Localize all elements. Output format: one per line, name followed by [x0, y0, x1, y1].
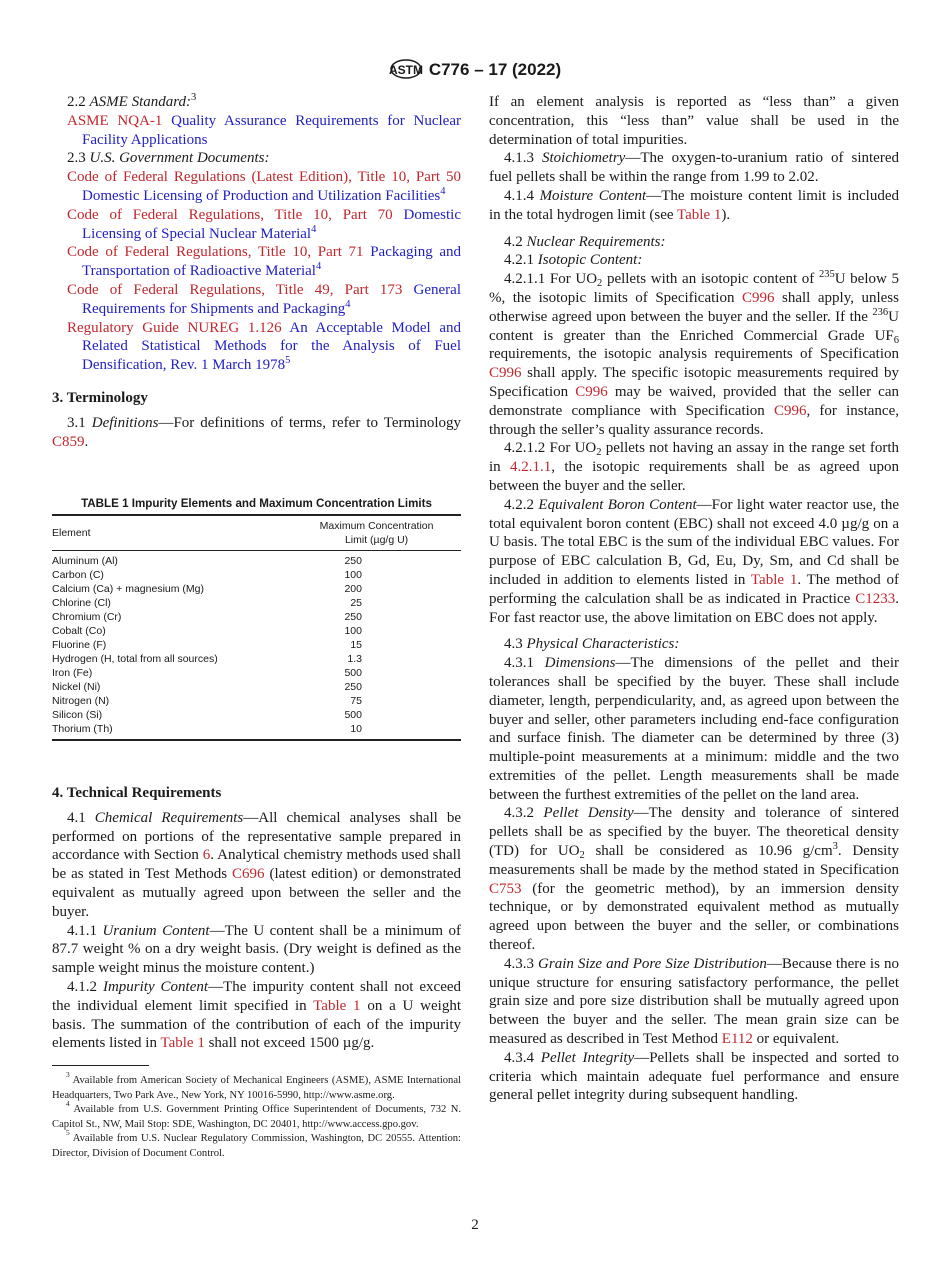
reference-item	[52, 206, 461, 244]
table-title: TABLE 1 Impurity Elements and Maximum Concentration Limits	[81, 497, 432, 510]
italic-caption: Isotopic Content:	[537, 252, 643, 269]
text-run: —All chemical analyses shall be performed on portions of the representative sample prepared in accordance with Section	[52, 809, 461, 864]
text-run: —The U content shall be a minimum of 87.7 weight % on a dry weight basis. (Dry weight is defined as the sample weight minus the moisture content.)	[52, 922, 462, 977]
element-cell: Aluminum (Al)	[52, 555, 118, 567]
document-link[interactable]: Table 1	[677, 206, 722, 223]
text-run: shall apply. The specific isotopic measurements required by Specification	[489, 365, 899, 400]
footnote-ref: 4	[440, 185, 446, 197]
limit-cell: 100	[344, 569, 362, 581]
paragraph	[52, 149, 461, 168]
document-link[interactable]: ASME NQA-1	[67, 112, 163, 129]
left-column-references	[52, 93, 461, 451]
paragraph	[52, 922, 461, 978]
italic-caption: Moisture Content	[539, 187, 647, 204]
text-run: —For light water reactor use, the total equivalent boron content (EBC) shall not exceed 4.0 µg/g on a U basis. The total EBC is the sum of the individual EBC values. For purpose of EBC calculation B, Gd, Eu, Dy, Sm, and Cd shall be included in addition to elements listed in	[489, 496, 900, 588]
table-row	[52, 596, 461, 610]
text-run: 4.1.4	[504, 187, 540, 204]
element-cell: Nickel (Ni)	[52, 681, 101, 693]
text-run: 4.3.2	[504, 805, 544, 822]
text-run: 4.1.2	[67, 978, 103, 995]
text-run: requirements, the isotopic analysis requirements of Specification	[489, 346, 899, 363]
text-run: 4.3.3	[504, 955, 539, 972]
table-row	[52, 568, 461, 582]
paragraph	[489, 804, 899, 954]
text-run: pellets with an isotopic content of	[602, 271, 819, 288]
document-link[interactable]: 6	[202, 847, 211, 864]
document-title-link[interactable]: Domestic Licensing of Special Nuclear Material	[82, 206, 461, 242]
paragraph	[489, 93, 899, 149]
text-run: —Because there is no unique structure for ensuring satisfactory performance, the pellet grain size and pore size distribution shall be mutually agreed upon between the buyer and the seller. The mean grain size can be measured as described in Test Method	[489, 955, 899, 1048]
italic-caption: Pellet Density	[543, 805, 634, 822]
text-run: shall be considered as 10.96 g/cm	[584, 843, 833, 860]
subscript: 2	[596, 447, 602, 459]
paragraph	[489, 955, 899, 1049]
text-run: ).	[721, 206, 731, 223]
reference-item	[52, 168, 461, 206]
text-run: (latest edition) or demonstrated equivalent as mutually agreed upon between the seller and the buyer.	[52, 866, 461, 920]
footnote-ref: 5	[285, 355, 291, 367]
footnote-mark: 4	[66, 1099, 70, 1109]
document-link[interactable]: C696	[232, 866, 265, 883]
element-cell: Thorium (Th)	[52, 723, 113, 735]
paragraph	[52, 93, 461, 112]
footnote-ref: 4	[345, 298, 351, 310]
reference-item	[52, 243, 461, 281]
paragraph	[489, 439, 899, 495]
text-run: —Pellets shall be inspected and sorted to criteria which maintain adequate fuel performance and ensure general pellet integrity during subsequent handling.	[489, 1049, 899, 1104]
text-run: —For definitions of terms, refer to Terminology	[158, 414, 461, 431]
footnote-text: Available from American Society of Mechanical Engineers (ASME), ASME International Headquarters, Two Park Ave., New York, NY 10016-5990, http://www.asme.org.	[52, 1075, 461, 1101]
document-link[interactable]: C1233	[855, 590, 896, 607]
element-cell: Carbon (C)	[52, 569, 104, 581]
limit-cell: 500	[344, 667, 362, 679]
italic-caption: Definitions	[91, 414, 159, 431]
text-run: —The impurity content shall not exceed the individual element limit specified in	[52, 978, 462, 1014]
table-row	[52, 638, 461, 652]
italic-caption: Stoichiometry	[542, 150, 626, 167]
element-cell: Hydrogen (H, total from all sources)	[52, 653, 218, 665]
table-row	[52, 680, 461, 694]
limit-cell: 100	[344, 625, 362, 637]
limit-cell: 10	[350, 723, 362, 735]
column-header-limit: Maximum Concentration Limit (µg/g U)	[292, 515, 461, 551]
section-heading	[52, 784, 461, 803]
italic-caption: Dimensions	[544, 655, 616, 672]
table-row	[52, 722, 461, 740]
element-cell: Nitrogen (N)	[52, 695, 110, 707]
text-run: —The oxygen-to-uranium ratio of sintered fuel pellets shall be within the range from 1.99 to 2.02.	[489, 150, 899, 186]
table-row	[52, 652, 461, 666]
document-title-link[interactable]: Quality Assurance Requirements for Nuclear Facility Applications	[82, 112, 461, 148]
paragraph	[489, 251, 899, 270]
table-row	[52, 582, 461, 596]
table-row	[52, 666, 461, 680]
section-heading	[52, 389, 461, 408]
document-title-link[interactable]: Packaging and Transportation of Radioactive Material	[82, 244, 462, 280]
svg-text:ASTM: ASTM	[388, 63, 423, 77]
right-column	[489, 93, 899, 1105]
text-run: U below 5 %, the isotopic limits of Specification	[489, 271, 899, 306]
text-run: —The dimensions of the pellet and their tolerances shall be specified by the buyer. These shall include diameter, length, perpendicularity, and, as agreed upon between the buyer and seller, other parameters including end-face configuration and surface finish. The diameter can be determined by three (3) multiple-point measurements at a minimum: middle and the two extremities of the pellet. Length measurements shall be made between the furthest extremities of the pellet on the land area.	[489, 655, 899, 803]
superscript: 235	[818, 269, 835, 281]
italic-caption: Pellet Integrity	[540, 1049, 635, 1066]
text-run: U content is greater than the Enriched Commercial Grade UF	[489, 308, 899, 344]
paragraph	[489, 496, 899, 628]
limit-cell: 500	[344, 709, 362, 721]
document-link[interactable]: Code of Federal Regulations (Latest Edition), Title 10, Part 50	[67, 169, 461, 186]
text-run: —The moisture content limit is included in the total hydrogen limit (see	[489, 187, 899, 223]
text-run: 4.3	[504, 636, 527, 653]
limit-cell: 250	[344, 681, 362, 693]
element-cell: Calcium (Ca) + magnesium (Mg)	[52, 583, 204, 595]
text-run: 4.1.3	[504, 150, 543, 167]
paragraph	[489, 149, 899, 187]
text-run: 4.1.1	[67, 922, 103, 939]
paragraph	[52, 414, 461, 452]
document-link[interactable]: C996	[741, 289, 775, 306]
element-cell: Fluorine (F)	[52, 639, 107, 651]
text-run: —The density and tolerance of sintered pellets shall be as specified by the buyer. The theoretical density (TD) for UO	[489, 805, 900, 860]
footnotes	[52, 1070, 461, 1162]
text-run: or equivalent.	[752, 1031, 840, 1048]
document-link[interactable]: C859	[52, 433, 85, 450]
document-link[interactable]: Table 1	[160, 1035, 205, 1052]
element-cell: Cobalt (Co)	[52, 625, 106, 637]
text-run: 4.1	[67, 809, 95, 826]
italic-caption: Nuclear Requirements:	[526, 233, 666, 250]
footnote	[52, 1128, 461, 1161]
text-run: 3. Terminology	[52, 389, 148, 406]
document-link[interactable]: C753	[489, 880, 522, 897]
document-link[interactable]: Code of Federal Regulations, Title 49, Part 173	[67, 281, 403, 298]
impurity-table	[52, 497, 461, 741]
reference-item	[52, 319, 461, 375]
element-cell: Iron (Fe)	[52, 667, 93, 679]
paragraph	[489, 233, 899, 252]
document-link[interactable]: Code of Federal Regulations, Title 10, Part 70	[67, 206, 393, 223]
limit-cell: 15	[350, 639, 362, 651]
column-header-element: Element	[52, 515, 292, 551]
table-row	[52, 551, 461, 569]
document-title-link[interactable]: An Acceptable Model and Related Statistical Methods for the Analysis of Fuel Densification, Rev. 1 March 1978	[82, 319, 461, 374]
italic-caption: Equivalent Boron Content	[538, 496, 697, 513]
element-cell: Chromium (Cr)	[52, 611, 122, 623]
text-run: 2.3	[67, 150, 90, 167]
limit-cell: 250	[344, 611, 362, 623]
footnote-ref: 4	[315, 261, 322, 273]
element-cell: Silicon (Si)	[52, 709, 103, 721]
text-run: 4.2.1.2 For UO	[504, 440, 597, 457]
footnote-mark: 5	[66, 1128, 70, 1138]
footnote	[52, 1099, 461, 1132]
subscript: 2	[597, 278, 603, 290]
page-header	[0, 56, 950, 82]
document-link[interactable]: C996	[489, 365, 522, 382]
table-row	[52, 610, 461, 624]
limit-cell: 1.3	[347, 653, 362, 665]
paragraph	[489, 1049, 899, 1105]
footnote-divider	[52, 1065, 149, 1066]
text-run: 4.2	[504, 233, 527, 250]
text-run: may be waived, provided that the seller can demonstrate compliance with Specification	[489, 383, 899, 419]
text-run: shall apply, unless otherwise agreed upon between the buyer and the seller. If the	[489, 289, 899, 325]
limit-cell: 250	[344, 555, 362, 567]
footnote-mark: 3	[66, 1070, 70, 1079]
text-run: 2.2	[67, 94, 90, 110]
element-cell: Chlorine (Cl)	[52, 597, 111, 609]
italic-caption: U.S. Government Documents:	[89, 150, 270, 167]
paragraph	[489, 187, 899, 225]
italic-caption: Impurity Content	[102, 978, 209, 995]
footnote-ref: 4	[311, 223, 317, 235]
text-run: .	[84, 433, 89, 450]
text-run: (for the geometric method), by an immersion density technique, or by demonstrated equivalent method as mutually agreed upon between the buyer and the seller, or combinations thereof.	[489, 880, 899, 954]
table-row	[52, 624, 461, 638]
text-run: 3.1	[67, 414, 92, 431]
subscript: 2	[579, 850, 585, 862]
document-title-link[interactable]: General Requirements for Shipments and Packaging	[82, 281, 462, 317]
left-column-technical-requirements	[52, 770, 461, 1053]
table-row	[52, 694, 461, 708]
reference-item	[52, 112, 461, 150]
paragraph	[489, 270, 899, 439]
document-title-link[interactable]: Domestic Licensing of Production and Utilization Facilities	[82, 187, 441, 204]
italic-caption: ASME Standard:	[89, 94, 192, 110]
text-run: 4.2.1.1 For UO	[504, 271, 598, 288]
text-run: . The method of performing the calculation shall be as indicated in Practice	[489, 571, 899, 607]
document-link[interactable]: C996	[575, 383, 608, 400]
text-run: , for instance, through the seller’s quality assurance records.	[489, 402, 900, 438]
footnote	[52, 1070, 461, 1103]
text-run: shall not exceed 1500 µg/g.	[204, 1035, 375, 1052]
text-run: . For fast reactor use, the above limitation on EBC does not apply.	[489, 590, 899, 626]
document-link[interactable]: Table 1	[750, 571, 798, 588]
text-run: If an element analysis is reported as “less than” a given concentration, this “less than” value shall be used in the determination of total impurities.	[489, 94, 899, 148]
text-run: . Analytical chemistry methods used shall be as stated in Test Methods	[52, 847, 461, 883]
document-link[interactable]: Regulatory Guide NUREG 1.126	[67, 319, 282, 336]
footnote-text: Available from U.S. Government Printing Office Superintendent of Documents, 732 N. Capitol St., NW, Mail Stop: SDE, Washington, DC 20401, http://www.access.gpo.gov.	[52, 1104, 461, 1130]
text-run: 4.2.1	[504, 252, 538, 269]
text-run: on a U weight basis. The summation of the contribution of each of the impurity elements listed in	[52, 997, 461, 1052]
italic-caption: Physical Characteristics:	[526, 636, 680, 653]
document-link[interactable]: Code of Federal Regulations, Title 10, Part 71	[67, 244, 364, 261]
document-link[interactable]: C996	[773, 402, 807, 419]
page-number: 2	[471, 1217, 479, 1233]
superscript: 236	[872, 306, 889, 318]
subscript: 6	[893, 334, 899, 346]
text-run: pellets not having an assay in the range set forth in	[489, 440, 899, 476]
reference-item	[52, 281, 461, 319]
italic-caption: Uranium Content	[102, 922, 210, 939]
text-run: , the isotopic requirements shall be as agreed upon between the buyer and the seller.	[489, 459, 899, 494]
text-run: 4. Technical Requirements	[52, 785, 222, 801]
astm-logo-icon	[389, 56, 423, 82]
limit-cell: 75	[350, 695, 362, 707]
text-run: . Density measurements shall be made by the method stated in Specification	[489, 843, 899, 878]
limit-cell: 200	[344, 583, 362, 595]
limit-cell: 25	[350, 597, 362, 609]
italic-caption: Chemical Requirements	[94, 809, 244, 826]
footnote-text: Available from U.S. Nuclear Regulatory Commission, Washington, DC 20555. Attention: Director, Division of Document Control.	[52, 1133, 461, 1159]
text-run: 4.3.1	[504, 655, 545, 672]
document-designation: C776 – 17 (2022)	[428, 60, 562, 79]
text-run: 4.2.2	[504, 496, 539, 513]
paragraph	[52, 978, 461, 1053]
table-row	[52, 708, 461, 722]
superscript: 3	[191, 92, 197, 103]
superscript: 3	[832, 841, 838, 853]
document-link[interactable]: Table 1	[313, 997, 361, 1014]
document-link[interactable]: E112	[721, 1031, 753, 1048]
paragraph	[489, 654, 899, 804]
paragraph	[52, 809, 461, 922]
document-link[interactable]: 4.2.1.1	[510, 459, 552, 476]
italic-caption: Grain Size and Pore Size Distribution	[538, 955, 767, 972]
text-run: 4.3.4	[504, 1049, 541, 1066]
paragraph	[489, 635, 899, 654]
